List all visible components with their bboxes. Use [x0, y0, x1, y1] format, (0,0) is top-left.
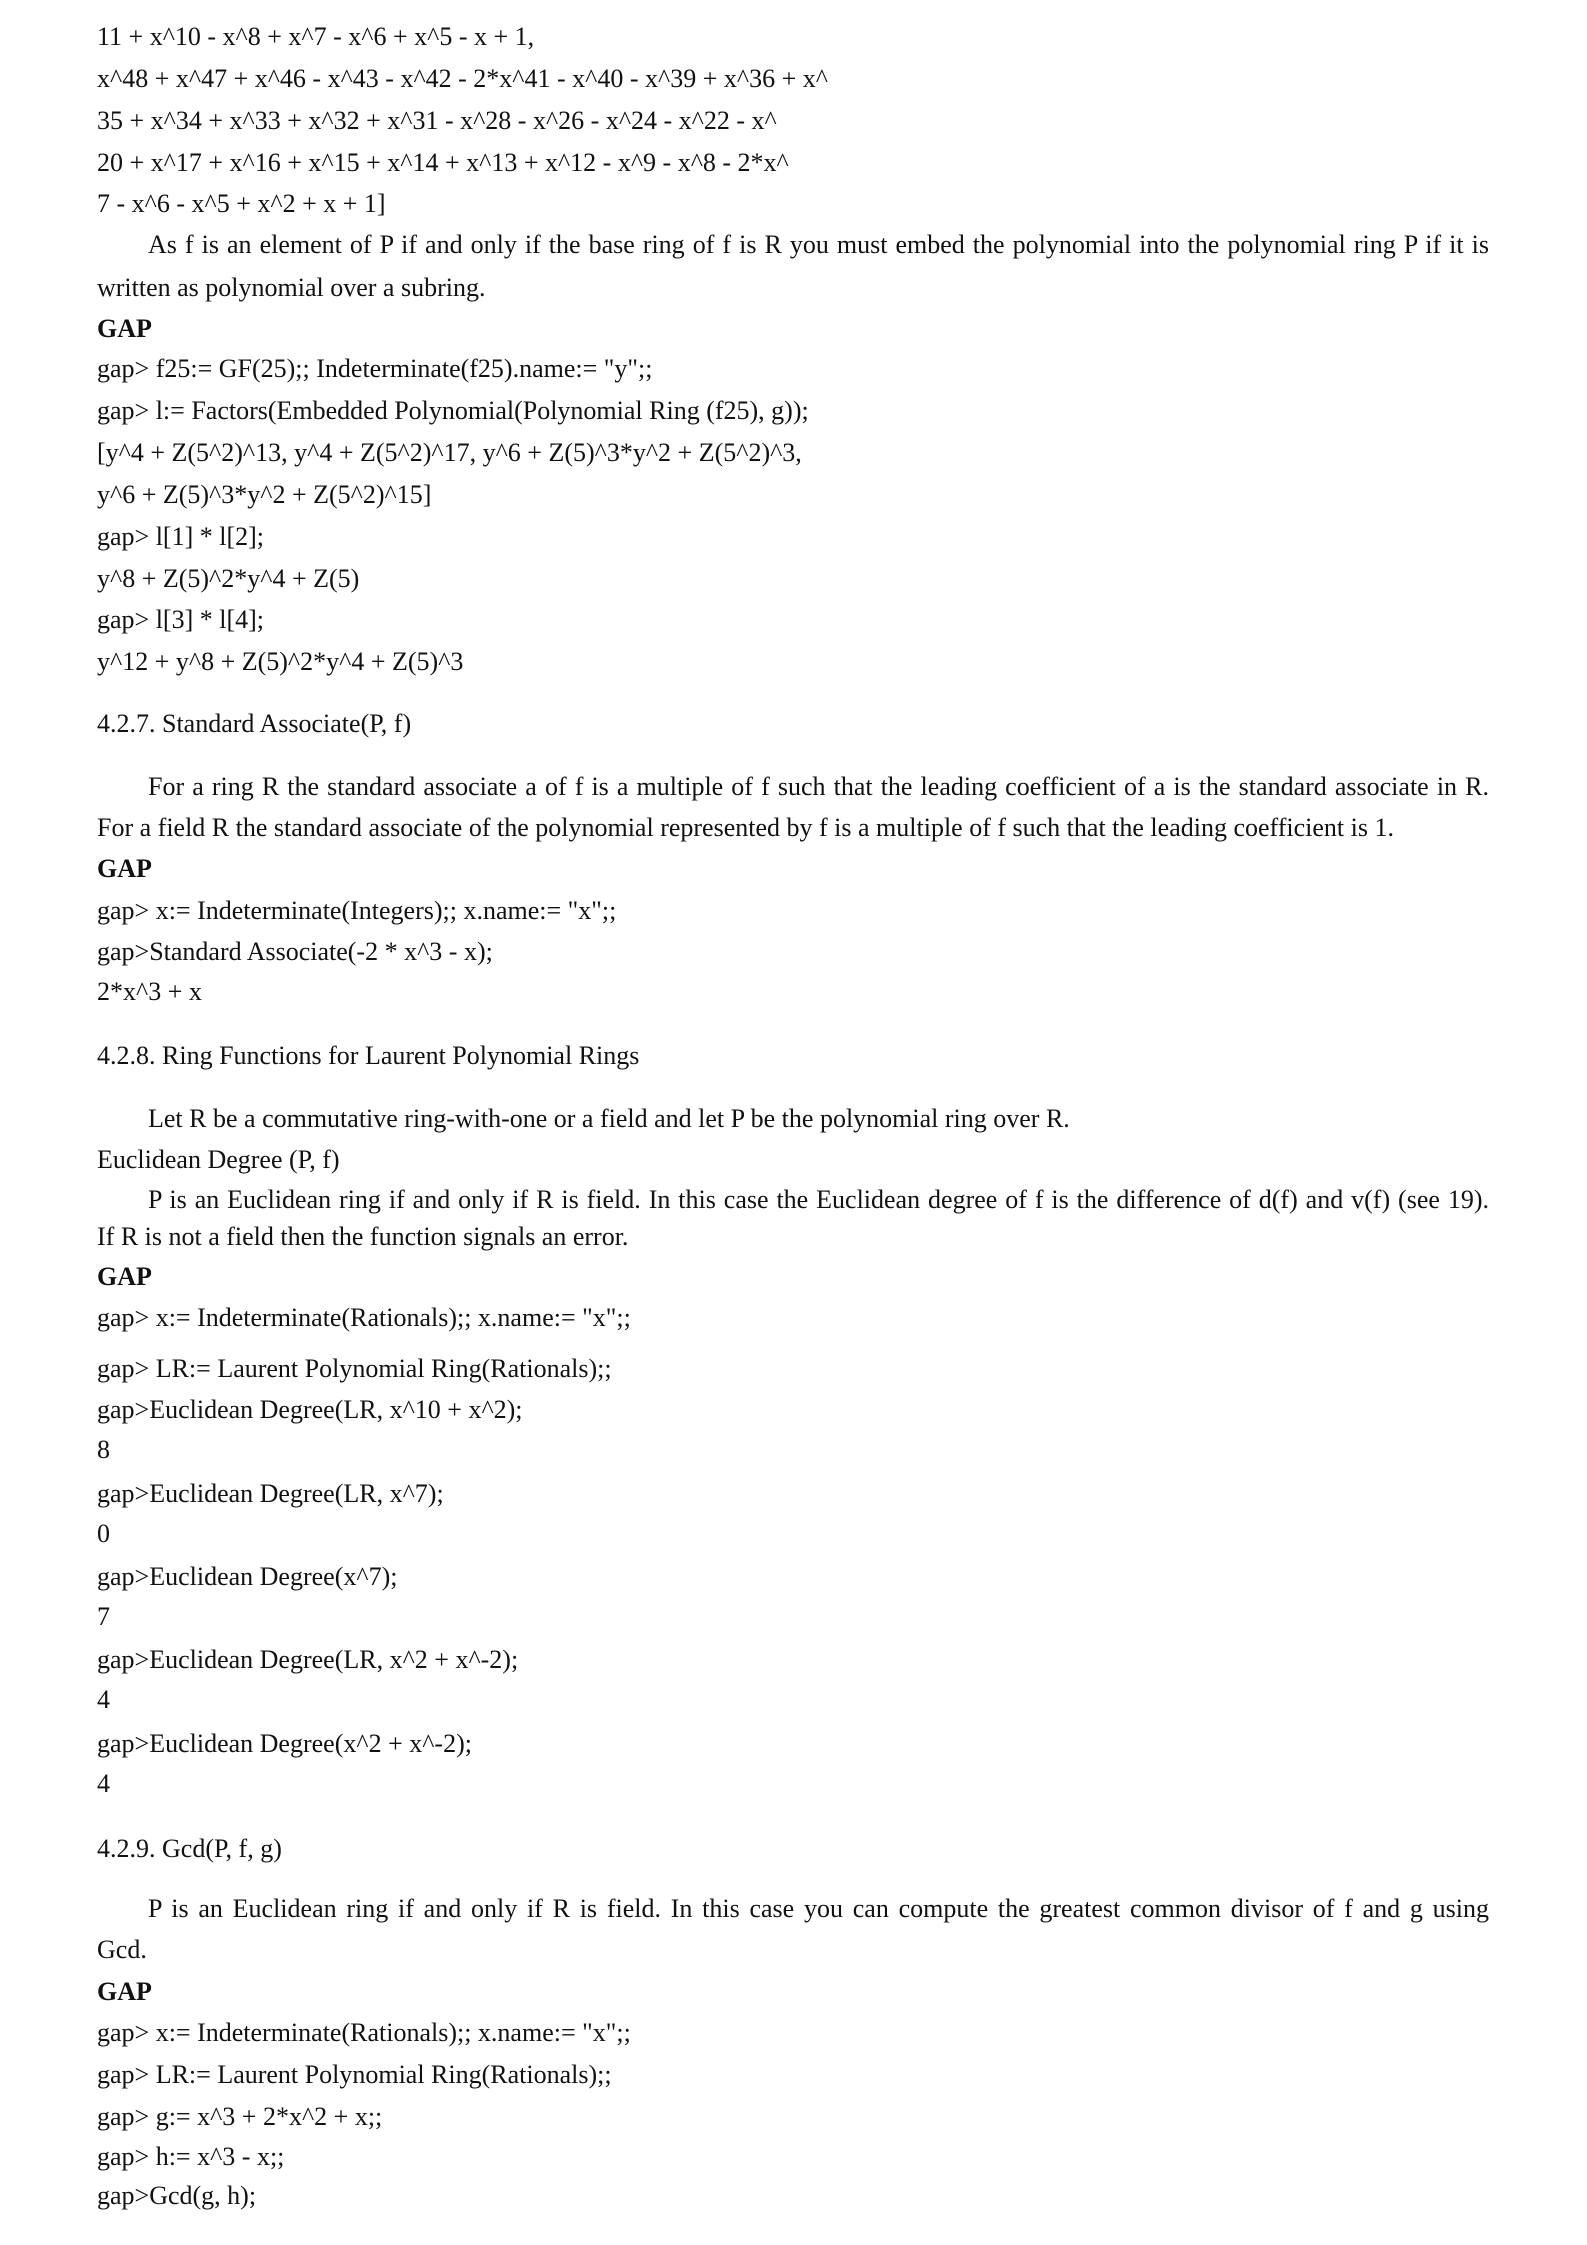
gap-session-line: 0 — [97, 1519, 110, 1548]
paragraph-line: As f is an element of P if and only if the base ring of f is R you must embed the polynomial into the polynomial ring P if it is — [148, 230, 1489, 259]
paragraph-line: P is an Euclidean ring if and only if R is field. In this case the Euclidean degree of f is the difference of d(f) and v(f) (see 19). — [148, 1185, 1489, 1214]
gap-session-line: gap> h:= x^3 - x;; — [97, 2142, 285, 2171]
paragraph-line: Gcd. — [97, 1935, 147, 1964]
output-line: 7 - x^6 - x^5 + x^2 + x + 1] — [97, 189, 386, 218]
gap-label: GAP — [97, 314, 152, 343]
gap-session-line: gap>Euclidean Degree(LR, x^7); — [97, 1479, 444, 1508]
gap-session-line: gap> x:= Indeterminate(Rationals);; x.name:= "x";; — [97, 1303, 631, 1332]
paragraph-line: Let R be a commutative ring-with-one or a field and let P be the polynomial ring over R. — [148, 1104, 1070, 1133]
gap-session-line: gap> LR:= Laurent Polynomial Ring(Rationals);; — [97, 2060, 612, 2089]
paragraph-line: P is an Euclidean ring if and only if R is field. In this case you can compute the greatest common divisor of f and g using — [148, 1894, 1489, 1923]
gap-session-line: gap> l[1] * l[2]; — [97, 522, 265, 551]
paragraph-line: written as polynomial over a subring. — [97, 273, 486, 302]
gap-session-line: [y^4 + Z(5^2)^13, y^4 + Z(5^2)^17, y^6 + Z(5)^3*y^2 + Z(5^2)^3, — [97, 438, 802, 467]
gap-session-line: gap>Euclidean Degree(LR, x^2 + x^-2); — [97, 1645, 519, 1674]
section-heading: 4.2.9. Gcd(P, f, g) — [97, 1834, 282, 1863]
gap-session-line: 2*x^3 + x — [97, 977, 202, 1006]
gap-label: GAP — [97, 854, 152, 883]
gap-session-line: 8 — [97, 1435, 110, 1464]
gap-session-line: y^6 + Z(5)^3*y^2 + Z(5^2)^15] — [97, 480, 432, 509]
gap-session-line: y^12 + y^8 + Z(5)^2*y^4 + Z(5)^3 — [97, 647, 464, 676]
output-line: x^48 + x^47 + x^46 - x^43 - x^42 - 2*x^41 - x^40 - x^39 + x^36 + x^ — [97, 64, 828, 93]
gap-session-line: gap>Euclidean Degree(x^7); — [97, 1562, 398, 1591]
output-line: 20 + x^17 + x^16 + x^15 + x^14 + x^13 + x^12 - x^9 - x^8 - 2*x^ — [97, 148, 789, 177]
gap-session-line: gap>Euclidean Degree(x^2 + x^-2); — [97, 1729, 472, 1758]
gap-session-line: gap> l[3] * l[4]; — [97, 605, 265, 634]
output-line: 11 + x^10 - x^8 + x^7 - x^6 + x^5 - x + 1, — [97, 22, 535, 51]
paragraph-line: If R is not a field then the function signals an error. — [97, 1222, 629, 1251]
gap-label: GAP — [97, 1262, 152, 1291]
gap-session-line: gap> l:= Factors(Embedded Polynomial(Polynomial Ring (f25), g)); — [97, 396, 809, 425]
gap-session-line: gap> x:= Indeterminate(Integers);; x.name:= "x";; — [97, 896, 617, 925]
gap-session-line: 4 — [97, 1685, 110, 1714]
gap-session-line: gap> LR:= Laurent Polynomial Ring(Rationals);; — [97, 1354, 612, 1383]
gap-session-line: gap>Gcd(g, h); — [97, 2181, 257, 2210]
gap-session-line: gap>Standard Associate(-2 * x^3 - x); — [97, 937, 493, 966]
gap-session-line: gap> f25:= GF(25);; Indeterminate(f25).name:= "y";; — [97, 354, 653, 383]
gap-session-line: 7 — [97, 1602, 110, 1631]
output-line: 35 + x^34 + x^33 + x^32 + x^31 - x^28 - x^26 - x^24 - x^22 - x^ — [97, 106, 777, 135]
gap-label: GAP — [97, 1977, 152, 2006]
section-heading: 4.2.8. Ring Functions for Laurent Polynomial Rings — [97, 1041, 640, 1070]
paragraph-line: For a field R the standard associate of the polynomial represented by f is a multiple of f such that the leading coefficient is 1. — [97, 813, 1394, 842]
gap-session-line: y^8 + Z(5)^2*y^4 + Z(5) — [97, 564, 360, 593]
gap-session-line: gap> x:= Indeterminate(Rationals);; x.name:= "x";; — [97, 2018, 631, 2047]
section-heading: 4.2.7. Standard Associate(P, f) — [97, 709, 412, 738]
gap-session-line: gap>Euclidean Degree(LR, x^10 + x^2); — [97, 1395, 523, 1424]
gap-session-line: gap> g:= x^3 + 2*x^2 + x;; — [97, 2102, 383, 2131]
paragraph-line: For a ring R the standard associate a of f is a multiple of f such that the leading coefficient of a is the standard associate in R. — [148, 772, 1489, 801]
subsection-heading: Euclidean Degree (P, f) — [97, 1145, 340, 1174]
gap-session-line: 4 — [97, 1769, 110, 1798]
